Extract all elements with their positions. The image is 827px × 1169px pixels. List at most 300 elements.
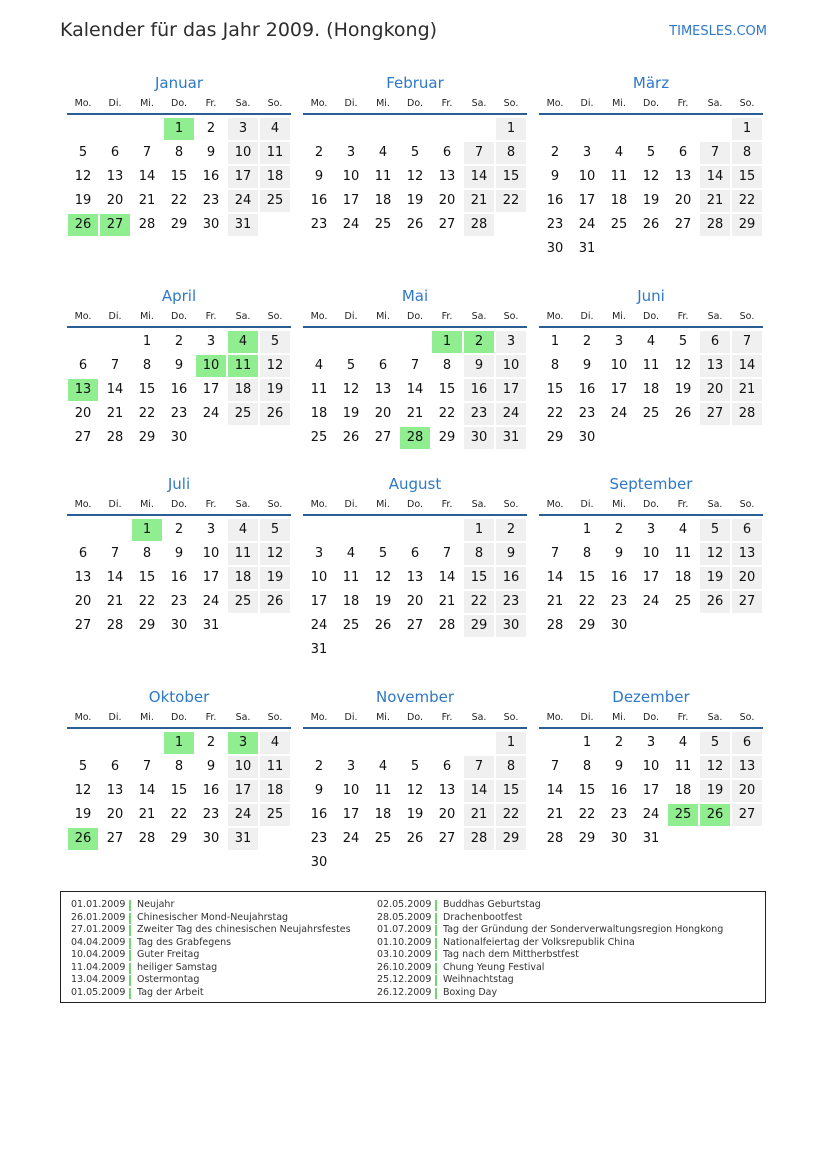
day-grid — [303, 328, 527, 450]
day-cell: 17 — [642, 783, 660, 798]
day-cell: 24 — [642, 807, 660, 822]
day-cell: 22 — [438, 406, 456, 421]
day-cell: 30 — [496, 615, 526, 637]
day-cell: 24 — [228, 804, 258, 826]
day-cell: 2 — [614, 522, 624, 537]
empty-cell — [540, 732, 570, 754]
day-cell: 3 — [646, 522, 656, 537]
holiday-date: 03.10.2009 — [377, 949, 432, 960]
holiday-legend-row — [71, 949, 351, 962]
holiday-day-cell: 25 — [668, 804, 698, 826]
day-cell: 21 — [546, 594, 564, 609]
weekday-label: Di. — [108, 98, 122, 109]
month-name: März — [632, 74, 670, 92]
day-cell: 24 — [610, 406, 628, 421]
weekday-label: Sa. — [471, 712, 487, 723]
holiday-day-cell: 11 — [228, 355, 258, 377]
weekday-label: Mi. — [376, 712, 390, 723]
month-2 — [303, 73, 527, 237]
weekday-label: Fr. — [441, 712, 453, 723]
day-cell: 12 — [342, 382, 360, 397]
day-cell: 5 — [410, 145, 420, 160]
day-cell: 18 — [310, 406, 328, 421]
day-cell: 8 — [174, 145, 184, 160]
day-cell: 3 — [206, 334, 216, 349]
day-cell: 27 — [700, 403, 730, 425]
month-11 — [303, 687, 527, 875]
day-cell: 19 — [342, 406, 360, 421]
day-cell: 24 — [578, 217, 596, 232]
holiday-name: Tag der Gründung der Sonderverwaltungsregion Hongkong — [443, 924, 724, 935]
empty-cell — [132, 732, 162, 754]
day-cell: 23 — [202, 807, 220, 822]
weekday-label: Do. — [643, 712, 659, 723]
day-cell: 25 — [674, 594, 692, 609]
day-grid — [539, 115, 763, 261]
day-cell: 1 — [550, 334, 560, 349]
day-cell: 30 — [170, 618, 188, 633]
day-cell: 26 — [374, 618, 392, 633]
day-cell: 14 — [546, 783, 564, 798]
holiday-marker — [129, 950, 131, 961]
day-cell: 29 — [496, 828, 526, 850]
day-cell: 6 — [110, 759, 120, 774]
day-cell: 27 — [732, 804, 762, 826]
month-10 — [67, 687, 291, 851]
weekday-label: Di. — [108, 499, 122, 510]
month-name: Juli — [167, 475, 191, 493]
day-cell: 11 — [674, 546, 692, 561]
day-cell: 8 — [582, 546, 592, 561]
day-cell: 13 — [106, 783, 124, 798]
day-cell: 3 — [228, 118, 258, 140]
holiday-day-cell: 4 — [228, 331, 258, 353]
empty-cell — [432, 118, 462, 140]
holiday-date: 26.10.2009 — [377, 961, 432, 973]
day-cell: 13 — [406, 570, 424, 585]
day-cell: 25 — [260, 190, 290, 212]
weekday-label: So. — [267, 712, 283, 723]
weekday-label: Mi. — [140, 98, 154, 109]
holiday-name: Chinesischer Mond-Neujahrstag — [137, 911, 289, 923]
day-cell: 20 — [106, 807, 124, 822]
day-cell: 15 — [170, 783, 188, 798]
day-cell: 30 — [170, 430, 188, 445]
holiday-legend-row — [71, 899, 351, 912]
day-cell: 27 — [406, 618, 424, 633]
empty-cell — [464, 732, 494, 754]
day-cell: 28 — [438, 618, 456, 633]
empty-cell — [100, 732, 130, 754]
weekday-header — [303, 308, 527, 328]
day-grid — [67, 328, 291, 450]
weekday-label: Mi. — [612, 499, 626, 510]
day-cell: 6 — [732, 519, 762, 541]
day-cell: 7 — [110, 358, 120, 373]
weekday-label: Mi. — [612, 712, 626, 723]
day-cell: 6 — [110, 145, 120, 160]
day-cell: 4 — [378, 145, 388, 160]
brand-link[interactable]: TIMESLES.COM — [669, 24, 767, 39]
weekday-label: So. — [267, 311, 283, 322]
holiday-marker — [435, 988, 437, 999]
day-cell: 18 — [228, 379, 258, 401]
day-cell: 3 — [346, 145, 356, 160]
weekday-label: Do. — [407, 311, 423, 322]
day-cell: 8 — [496, 142, 526, 164]
holiday-name: Tag des Grabfegens — [137, 936, 232, 948]
day-cell: 7 — [142, 759, 152, 774]
day-cell: 11 — [610, 169, 628, 184]
weekday-label: Fr. — [441, 499, 453, 510]
day-cell: 16 — [310, 807, 328, 822]
empty-cell — [132, 118, 162, 140]
weekday-label: Mo. — [74, 712, 92, 723]
day-cell: 4 — [228, 519, 258, 541]
weekday-label: Do. — [643, 311, 659, 322]
holiday-date: 01.10.2009 — [377, 936, 432, 948]
day-cell: 16 — [578, 382, 596, 397]
holiday-day-cell: 27 — [100, 214, 130, 236]
weekday-label: Do. — [171, 98, 187, 109]
holiday-marker — [435, 900, 437, 911]
day-cell: 3 — [496, 331, 526, 353]
day-cell: 17 — [610, 382, 628, 397]
day-cell: 10 — [342, 783, 360, 798]
day-cell: 8 — [582, 759, 592, 774]
day-cell: 3 — [646, 735, 656, 750]
empty-cell — [464, 118, 494, 140]
day-cell: 14 — [438, 570, 456, 585]
weekday-label: Do. — [643, 499, 659, 510]
day-cell: 3 — [346, 759, 356, 774]
day-cell: 9 — [614, 546, 624, 561]
weekday-label: Do. — [171, 712, 187, 723]
holiday-marker — [435, 925, 437, 936]
weekday-label: Mo. — [310, 499, 328, 510]
day-cell: 24 — [228, 190, 258, 212]
weekday-label: Di. — [580, 499, 594, 510]
holiday-legend-left-column — [71, 899, 351, 999]
day-cell: 16 — [496, 567, 526, 589]
holiday-marker — [435, 950, 437, 961]
day-cell: 18 — [642, 382, 660, 397]
day-cell: 24 — [496, 403, 526, 425]
day-cell: 10 — [642, 759, 660, 774]
day-cell: 24 — [342, 217, 360, 232]
day-cell: 28 — [138, 217, 156, 232]
day-cell: 25 — [228, 591, 258, 613]
weekday-label: Mi. — [376, 499, 390, 510]
day-cell: 29 — [170, 831, 188, 846]
day-cell: 8 — [550, 358, 560, 373]
day-grid — [303, 516, 527, 662]
day-cell: 29 — [138, 618, 156, 633]
day-cell: 11 — [310, 382, 328, 397]
weekday-label: Mo. — [546, 311, 564, 322]
day-cell: 2 — [174, 522, 184, 537]
holiday-legend-row — [377, 949, 723, 962]
day-cell: 15 — [464, 567, 494, 589]
weekday-label: Fr. — [205, 712, 217, 723]
day-cell: 28 — [464, 828, 494, 850]
day-cell: 20 — [74, 406, 92, 421]
day-cell: 13 — [674, 169, 692, 184]
weekday-header — [303, 496, 527, 516]
holiday-day-cell: 3 — [228, 732, 258, 754]
month-8 — [303, 474, 527, 662]
holiday-name: Tag nach dem Mittherbstfest — [443, 949, 579, 960]
holiday-name: heiliger Samstag — [137, 961, 218, 973]
weekday-label: Do. — [171, 499, 187, 510]
day-cell: 6 — [442, 145, 452, 160]
holiday-date: 26.01.2009 — [71, 911, 126, 923]
weekday-label: So. — [739, 98, 755, 109]
holiday-marker — [435, 938, 437, 949]
day-cell: 1 — [496, 118, 526, 140]
day-cell: 16 — [202, 169, 220, 184]
day-cell: 16 — [310, 193, 328, 208]
day-cell: 9 — [174, 358, 184, 373]
holiday-date: 01.07.2009 — [377, 924, 432, 935]
holiday-marker — [435, 913, 437, 924]
day-cell: 19 — [374, 594, 392, 609]
day-cell: 6 — [410, 546, 420, 561]
holiday-legend-row — [377, 924, 723, 937]
weekday-label: Fr. — [677, 712, 689, 723]
day-cell: 17 — [310, 594, 328, 609]
empty-cell — [100, 519, 130, 541]
day-cell: 4 — [646, 334, 656, 349]
day-cell: 15 — [138, 382, 156, 397]
day-cell: 18 — [374, 193, 392, 208]
day-cell: 9 — [314, 169, 324, 184]
day-cell: 31 — [642, 831, 660, 846]
empty-cell — [400, 519, 430, 541]
day-cell: 31 — [310, 642, 328, 657]
weekday-label: Mo. — [546, 499, 564, 510]
month-6 — [539, 286, 763, 450]
weekday-label: Mi. — [376, 98, 390, 109]
weekday-label: Mi. — [140, 499, 154, 510]
day-cell: 27 — [438, 217, 456, 232]
holiday-date: 27.01.2009 — [71, 924, 126, 935]
holiday-marker — [129, 913, 131, 924]
day-cell: 2 — [174, 334, 184, 349]
day-cell: 17 — [342, 807, 360, 822]
weekday-header — [539, 709, 763, 729]
day-cell: 10 — [496, 355, 526, 377]
day-cell: 12 — [260, 355, 290, 377]
holiday-day-cell: 26 — [700, 804, 730, 826]
day-cell: 6 — [378, 358, 388, 373]
day-cell: 19 — [406, 193, 424, 208]
day-cell: 4 — [260, 118, 290, 140]
month-9 — [539, 474, 763, 638]
weekday-label: Fr. — [205, 311, 217, 322]
holiday-day-cell: 1 — [164, 118, 194, 140]
holiday-legend-row — [377, 987, 723, 1000]
weekday-label: So. — [739, 311, 755, 322]
day-cell: 13 — [700, 355, 730, 377]
day-cell: 14 — [138, 169, 156, 184]
weekday-label: Sa. — [707, 311, 723, 322]
holiday-date: 13.04.2009 — [71, 974, 126, 985]
day-cell: 16 — [610, 783, 628, 798]
day-cell: 4 — [678, 735, 688, 750]
day-cell: 7 — [700, 142, 730, 164]
day-cell: 16 — [464, 379, 494, 401]
day-cell: 10 — [310, 570, 328, 585]
holiday-day-cell: 1 — [432, 331, 462, 353]
empty-cell — [400, 732, 430, 754]
holiday-legend-row — [71, 974, 351, 987]
weekday-label: Sa. — [471, 98, 487, 109]
day-cell: 7 — [464, 142, 494, 164]
day-cell: 19 — [260, 567, 290, 589]
holiday-day-cell: 1 — [132, 519, 162, 541]
empty-cell — [68, 331, 98, 353]
holiday-legend-row — [377, 937, 723, 950]
day-cell: 5 — [700, 519, 730, 541]
empty-cell — [636, 118, 666, 140]
month-7 — [67, 474, 291, 638]
day-cell: 23 — [610, 594, 628, 609]
holiday-name: Tag der Arbeit — [137, 986, 204, 998]
weekday-label: Sa. — [235, 311, 251, 322]
holiday-legend — [60, 891, 766, 1003]
empty-cell — [304, 118, 334, 140]
empty-cell — [336, 519, 366, 541]
day-cell: 9 — [206, 145, 216, 160]
day-cell: 6 — [78, 358, 88, 373]
holiday-day-cell: 1 — [164, 732, 194, 754]
day-cell: 15 — [138, 570, 156, 585]
day-cell: 28 — [546, 618, 564, 633]
day-cell: 22 — [464, 591, 494, 613]
day-cell: 9 — [174, 546, 184, 561]
day-cell: 9 — [550, 169, 560, 184]
holiday-marker — [129, 975, 131, 986]
day-cell: 16 — [610, 570, 628, 585]
weekday-label: So. — [267, 98, 283, 109]
holiday-legend-row — [377, 912, 723, 925]
day-cell: 22 — [496, 804, 526, 826]
holiday-date: 01.05.2009 — [71, 986, 126, 998]
day-cell: 21 — [406, 406, 424, 421]
empty-cell — [368, 519, 398, 541]
weekday-header — [67, 709, 291, 729]
holiday-legend-row — [71, 987, 351, 1000]
day-cell: 29 — [170, 217, 188, 232]
empty-cell — [368, 732, 398, 754]
day-cell: 10 — [578, 169, 596, 184]
day-cell: 12 — [700, 543, 730, 565]
day-cell: 4 — [314, 358, 324, 373]
day-cell: 21 — [732, 379, 762, 401]
day-cell: 15 — [496, 780, 526, 802]
month-name: Mai — [401, 287, 429, 305]
day-cell: 13 — [374, 382, 392, 397]
weekday-label: So. — [267, 499, 283, 510]
weekday-header — [67, 308, 291, 328]
empty-cell — [336, 118, 366, 140]
day-cell: 26 — [260, 591, 290, 613]
empty-cell — [432, 732, 462, 754]
day-cell: 12 — [74, 783, 92, 798]
day-cell: 6 — [78, 546, 88, 561]
day-cell: 13 — [438, 169, 456, 184]
day-cell: 19 — [74, 807, 92, 822]
holiday-name: Nationalfeiertag der Volksrepublik China — [443, 936, 635, 948]
holiday-name: Chung Yeung Festival — [443, 961, 545, 973]
day-cell: 8 — [142, 546, 152, 561]
day-cell: 22 — [138, 594, 156, 609]
day-grid — [539, 328, 763, 450]
day-cell: 1 — [732, 118, 762, 140]
day-cell: 19 — [674, 382, 692, 397]
empty-cell — [304, 331, 334, 353]
day-cell: 17 — [202, 382, 220, 397]
empty-cell — [368, 331, 398, 353]
day-cell: 20 — [732, 780, 762, 802]
day-cell: 8 — [442, 358, 452, 373]
day-grid — [67, 729, 291, 851]
month-name: November — [375, 688, 455, 706]
day-cell: 5 — [410, 759, 420, 774]
day-cell: 24 — [202, 406, 220, 421]
day-cell: 13 — [732, 756, 762, 778]
weekday-label: Do. — [407, 98, 423, 109]
weekday-label: Mi. — [612, 98, 626, 109]
day-cell: 3 — [614, 334, 624, 349]
day-grid — [303, 729, 527, 875]
day-cell: 12 — [260, 543, 290, 565]
day-cell: 30 — [578, 430, 596, 445]
month-12 — [539, 687, 763, 851]
day-cell: 21 — [138, 807, 156, 822]
day-cell: 30 — [202, 217, 220, 232]
day-cell: 3 — [206, 522, 216, 537]
holiday-name: Ostermontag — [137, 974, 200, 985]
empty-cell — [304, 519, 334, 541]
weekday-label: Sa. — [235, 499, 251, 510]
day-cell: 31 — [228, 214, 258, 236]
day-cell: 21 — [138, 193, 156, 208]
day-grid — [303, 115, 527, 237]
weekday-label: Mo. — [546, 98, 564, 109]
day-cell: 18 — [674, 783, 692, 798]
day-cell: 8 — [464, 543, 494, 565]
weekday-label: So. — [739, 712, 755, 723]
day-cell: 10 — [342, 169, 360, 184]
weekday-label: Di. — [108, 712, 122, 723]
weekday-label: Di. — [580, 311, 594, 322]
holiday-legend-row — [377, 974, 723, 987]
day-cell: 5 — [78, 759, 88, 774]
empty-cell — [572, 118, 602, 140]
empty-cell — [400, 331, 430, 353]
day-cell: 3 — [314, 546, 324, 561]
day-cell: 1 — [496, 732, 526, 754]
day-cell: 26 — [342, 430, 360, 445]
day-cell: 21 — [700, 190, 730, 212]
day-cell: 29 — [464, 615, 494, 637]
day-cell: 29 — [546, 430, 564, 445]
month-1 — [67, 73, 291, 237]
day-cell: 15 — [438, 382, 456, 397]
day-cell: 18 — [342, 594, 360, 609]
